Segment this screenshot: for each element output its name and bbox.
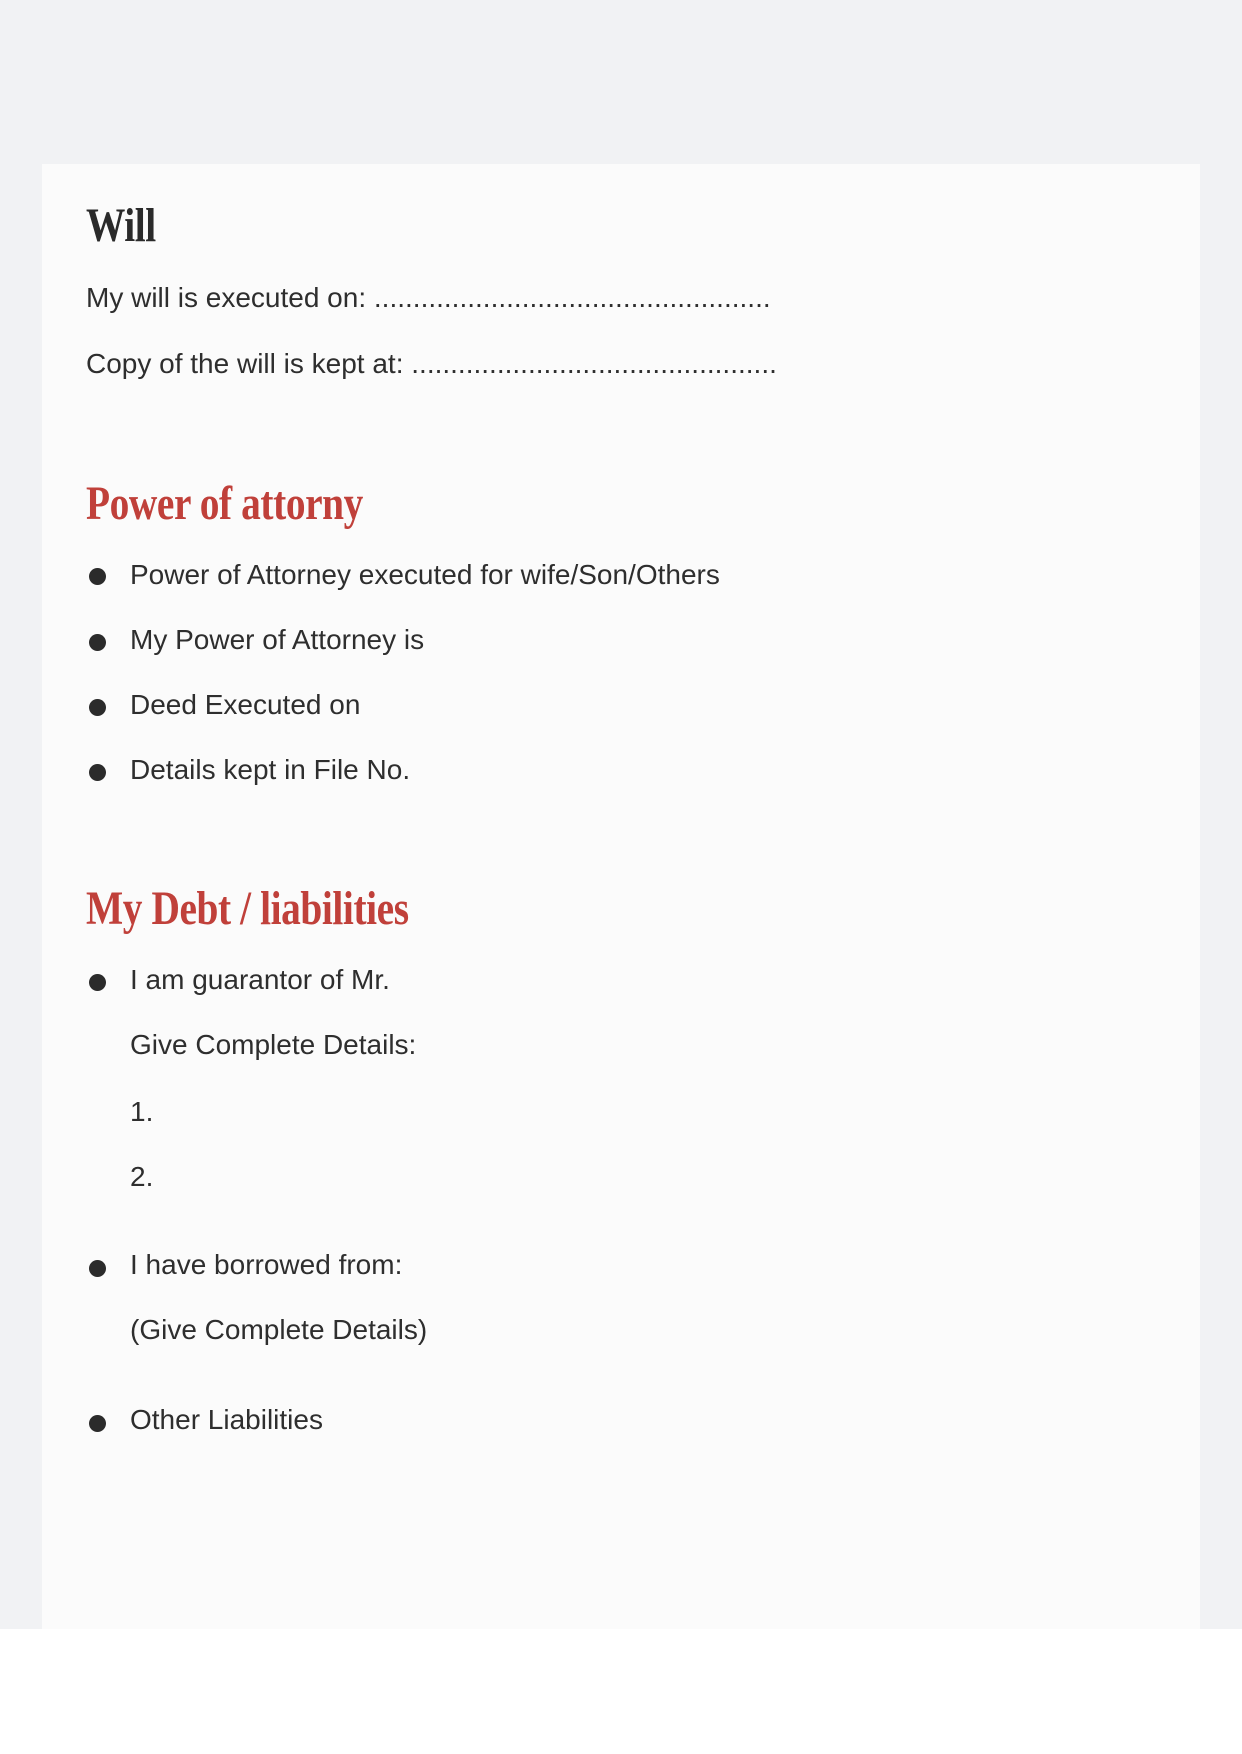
bullet-icon xyxy=(89,974,106,991)
debt-detail-number-1: 1. xyxy=(130,1096,154,1127)
power-of-attorney-heading: Power of attorny xyxy=(86,477,363,530)
will-copy-kept-at: Copy of the will is kept at: ............................................... xyxy=(86,348,777,379)
bottom-band xyxy=(0,1629,1242,1754)
debt-borrowed: I have borrowed from: xyxy=(130,1249,403,1280)
poa-item-deed-executed: Deed Executed on xyxy=(130,689,361,720)
will-executed-on: My will is executed on: ................................................... xyxy=(86,282,771,313)
debt-borrowed-details: (Give Complete Details) xyxy=(130,1314,428,1345)
debt-guarantor: I am guarantor of Mr. xyxy=(130,964,390,995)
debt-heading: My Debt / liabilities xyxy=(86,882,409,935)
bullet-icon xyxy=(89,634,106,651)
bullet-icon xyxy=(89,1415,106,1432)
debt-give-details: Give Complete Details: xyxy=(130,1029,417,1060)
poa-item-executed-for: Power of Attorney executed for wife/Son/Others xyxy=(130,559,720,590)
will-heading: Will xyxy=(86,199,156,252)
bullet-icon xyxy=(89,764,106,781)
debt-other-liabilities: Other Liabilities xyxy=(130,1404,323,1435)
poa-item-my-poa: My Power of Attorney is xyxy=(130,624,425,655)
bullet-icon xyxy=(89,1260,106,1277)
debt-detail-number-2: 2. xyxy=(130,1161,154,1192)
bullet-icon xyxy=(89,568,106,585)
bullet-icon xyxy=(89,699,106,716)
poa-item-file-no: Details kept in File No. xyxy=(130,754,411,785)
